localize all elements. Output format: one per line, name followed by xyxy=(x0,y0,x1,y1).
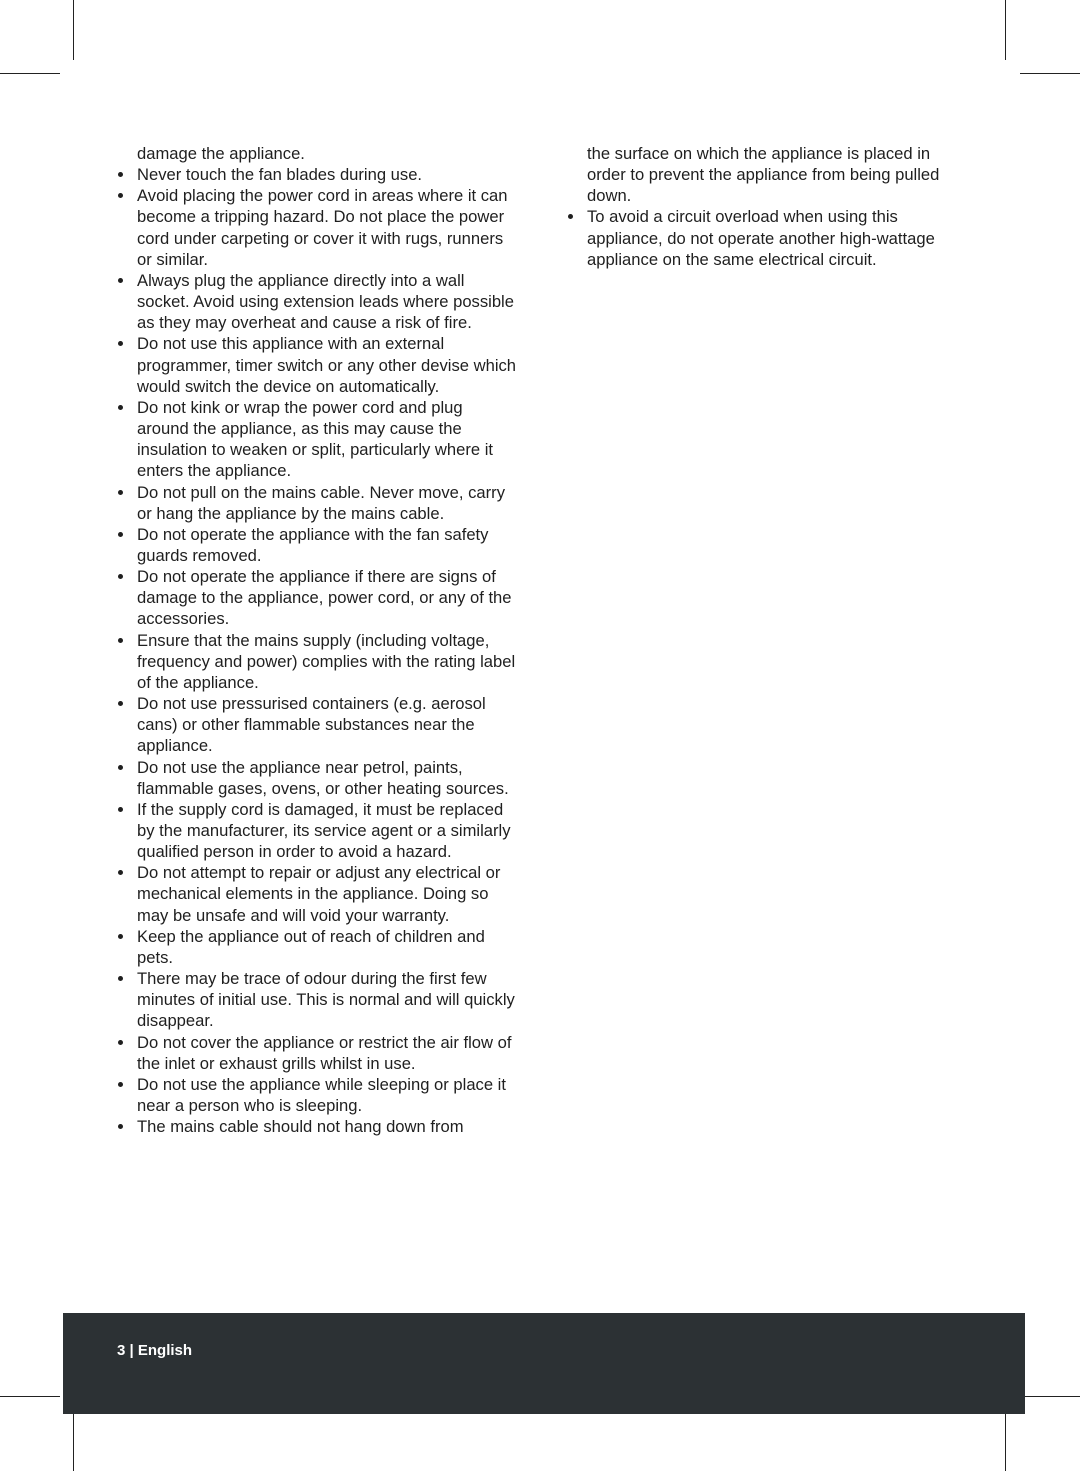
safety-list-right xyxy=(587,143,967,270)
list-item: Ensure that the mains supply (including voltage, frequency and power) complies with the rating label of the appliance. xyxy=(137,630,516,692)
footer-bar xyxy=(63,1313,1025,1414)
list-item: Do not kink or wrap the power cord and plug around the appliance, as this may cause the insulation to weaken or split, particularly where it enters the appliance. xyxy=(137,397,517,482)
list-item: To avoid a circuit overload when using this appliance, do not operate another high-wattage appliance on the same electrical circuit. xyxy=(587,206,967,269)
left-column xyxy=(137,143,517,1137)
crop-mark xyxy=(73,1412,74,1471)
crop-mark xyxy=(1020,73,1080,74)
list-item-continuation: damage the appliance. xyxy=(137,144,305,163)
crop-mark xyxy=(73,0,74,60)
crop-mark xyxy=(0,73,60,74)
list-item: Do not use the appliance near petrol, paints, flammable gases, ovens, or other heating sources. xyxy=(137,757,517,799)
crop-mark xyxy=(1020,1396,1080,1397)
list-item-continuation: the surface on which the appliance is placed in order to prevent the appliance from being pulled down. xyxy=(587,144,940,206)
list-item: If the supply cord is damaged, it must be replaced by the manufacturer, its service agent or a similarly qualified person in order to avoid a hazard. xyxy=(137,799,517,862)
list-item: Do not use pressurised containers (e.g. aerosol cans) or other flammable substances near the appliance. xyxy=(137,693,517,756)
list-item: Do not cover the appliance or restrict the air flow of the inlet or exhaust grills whilst in use. xyxy=(137,1032,517,1074)
list-item: Always plug the appliance directly into a wall socket. Avoid using extension leads where possible as they may overheat and cause a risk of fire. xyxy=(137,270,517,333)
list-item: Do not attempt to repair or adjust any electrical or mechanical elements in the appliance. Doing so may be unsafe and will void your warranty. xyxy=(137,862,517,925)
list-item: Avoid placing the power cord in areas where it can become a tripping hazard. Do not place the power cord under carpeting or cover it with rugs, runners or similar. xyxy=(137,185,517,270)
list-item: Never touch the fan blades during use. xyxy=(137,164,517,185)
list-item: Do not use the appliance while sleeping or place it near a person who is sleeping. xyxy=(137,1074,517,1116)
list-item: Do not operate the appliance with the fan safety guards removed. xyxy=(137,524,517,566)
crop-mark xyxy=(0,1396,60,1397)
list-item: Do not use this appliance with an external programmer, timer switch or any other devise which would switch the device on automatically. xyxy=(137,334,517,396)
list-item: There may be trace of odour during the first few minutes of initial use. This is normal and will quickly disappear. xyxy=(137,968,517,1031)
page-label: 3 | English xyxy=(117,1342,193,1359)
crop-mark xyxy=(1005,1412,1006,1471)
list-item: Keep the appliance out of reach of children and pets. xyxy=(137,926,517,968)
list-item: Do not pull on the mains cable. Never move, carry or hang the appliance by the mains cable. xyxy=(137,482,517,524)
safety-list-left xyxy=(137,143,517,1137)
list-item: The mains cable should not hang down from xyxy=(137,1116,517,1137)
list-item: Do not operate the appliance if there are signs of damage to the appliance, power cord, or any of the accessories. xyxy=(137,566,517,629)
right-column xyxy=(587,143,967,270)
crop-mark xyxy=(1005,0,1006,60)
